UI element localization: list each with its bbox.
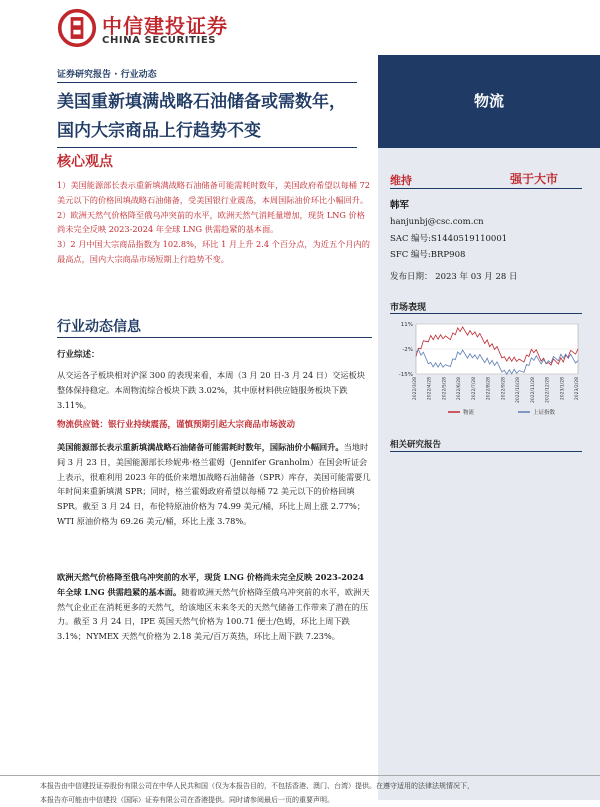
core-point-3: 3）2 月中国大宗商品指数为 102.8%，环比 1 月上升 2.4 个百分点，为近五个月内的最高点，国内大宗商品市场短期上行趋势不变。 (57, 239, 370, 264)
core-point-1: 1）美国能源部长表示重新填满战略石油储备可能需耗时数年，美国政府希望以每桶 72 美元以下的价格回填战略石油储备，受美国银行业震荡，本周国际油价环比小幅回升。 (57, 180, 370, 205)
disclaimer-line-1: 本报告由中信建投证券股份有限公司在中华人民共和国（仅为本报告目的，不包括香港、澳门、台湾）提供。在遵守适用的法律法规情况下， (40, 782, 474, 790)
divider (390, 188, 582, 189)
analyst-name: 韩军 (390, 200, 410, 211)
paragraph-gas (57, 570, 372, 644)
chart-y-tick-label: -2% (402, 347, 413, 353)
analyst-sfc: SFC 编号:BRP908 (390, 250, 466, 260)
core-point-2: 2）欧洲天然气价格降至俄乌冲突前的水平，欧洲天然气消耗量增加，现货 LNG 价格尚未完全反映 2023-2024 年全球 LNG 供需趋紧的基本面。 (57, 209, 365, 235)
divider (57, 82, 357, 83)
sector-name: 物流 (473, 92, 504, 110)
analyst-sac: SAC 编号:S1440519110001 (390, 233, 508, 244)
paragraph-lead: 美国能源部长表示重新填满战略石油储备可能需耗时数年，国际油价小幅回升。 (57, 442, 344, 452)
publish-date: 发布日期： 2023 年 03 月 28 日 (390, 272, 518, 282)
core-views (57, 178, 372, 267)
chart-y-tick-label: 11% (400, 322, 413, 328)
rating-action: 维持 (390, 174, 412, 187)
chart-x-tick-label: 2022/7/28 (471, 377, 477, 401)
chart-x-tick-label: 2022/3/28 (413, 377, 418, 401)
divider (390, 451, 582, 452)
chart-x-tick-label: 2022/4/28 (427, 377, 433, 401)
industry-overview-label: 行业综述： (57, 350, 100, 360)
divider (57, 337, 372, 338)
company-name-cn: 中信建投证券 (102, 14, 228, 38)
market-performance-chart (388, 316, 584, 420)
chart-y-tick-label: -15% (398, 372, 413, 378)
analyst-contact (390, 214, 507, 264)
chart-x-tick-label: 2022/12/28 (545, 377, 551, 403)
chart-x-tick-label: 2022/10/28 (516, 377, 522, 403)
title-line-2: 国内大宗商品上行趋势不变 (57, 121, 261, 141)
divider (57, 147, 357, 148)
divider (390, 313, 582, 314)
company-logo (57, 8, 97, 48)
report-title (57, 88, 377, 146)
section-title: 行业动态信息 (57, 319, 141, 335)
paragraph-text: 当地时间 3 月 23 日，美国能源部长珍妮弗·格兰霍姆（Jennifer Granholm）在国会听证会上表示，很难利用 2023 年的低价来增加战略石油储备（SPR）库存，美国可能需要几年时间来重新填满 SPR；同时，格兰霍姆政府希望以每桶 72 美元以下的价格回填 SPR。截至 3 月 24 日，布伦特原油价格为 74.99 美元/桶，环比上周上涨 2.77%；WTI 原油价格为 69.26 美元/桶，环比上涨 3.78%。 (57, 442, 371, 526)
overview-text: 从交运各子板块相对沪深 300 的表现来看，本周（3 月 20 日-3 月 24 日）交运板块整体保持稳定。本周物流综合板块下跌 3.02%，其中原材料供应链服务板块下跌 3.11%。 (57, 370, 365, 410)
related-reports-title: 相关研究报告 (390, 440, 442, 450)
disclaimer-line-2: 本报告亦可能由中信建投（国际）证券有限公司在香港提供。同时请参阅最后一页的重要声明。 (40, 796, 334, 804)
breadcrumb: 证券研究报告 · 行业动态 (57, 70, 157, 80)
chart-x-tick-label: 2023/2/28 (575, 377, 580, 401)
industry-overview (57, 368, 372, 412)
company-name-en: CHINA SECURITIES (102, 35, 217, 46)
chart-x-tick-label: 2023/1/28 (560, 377, 566, 401)
paragraph-text: 随着欧洲天然气价格降至俄乌冲突前的水平，欧洲天然气企业正在消耗更多的天然气，给该地区未来冬天的天然气储备工作带来了潜在的压力。截至 3 月 24 日，IPE 英国天然气价格为 100.71 便士/色姆，环比上周下跌 3.1%；NYMEX 天然气价格为 2.18 美元/百万英热，环比上周下跌 7.23%。 (57, 586, 370, 642)
disclaimer (40, 779, 600, 807)
chart-legend-label: 物流 (463, 410, 475, 416)
title-line-1: 美国重新填满战略石油储备或需数年， (57, 92, 346, 112)
chart-x-tick-label: 2022/8/28 (486, 377, 492, 401)
chart-x-tick-label: 2022/5/28 (442, 377, 448, 401)
rating-value: 强于大市 (510, 172, 559, 186)
chart-x-tick-label: 2022/9/28 (501, 377, 507, 401)
chart-x-tick-label: 2022/6/28 (457, 377, 463, 401)
chart-legend-label: 上证指数 (533, 410, 556, 416)
analyst-email[interactable]: hanjunbj@csc.com.cn (390, 217, 484, 227)
paragraph-lead: 欧洲天然气价格降至俄乌冲突前的水平，现货 LNG 价格尚未完全反映 2023-2024 年全球 LNG 供需趋紧的基本面。 (57, 572, 365, 597)
core-views-title: 核心观点 (57, 154, 113, 170)
divider (0, 775, 600, 776)
highlight-heading: 物流供应链：银行业持续震荡，谨慎预期引起大宗商品市场波动 (57, 420, 296, 430)
market-performance-title: 市场表现 (390, 303, 427, 313)
paragraph-oil (57, 440, 372, 529)
chart-x-tick-label: 2022/11/28 (530, 377, 536, 403)
